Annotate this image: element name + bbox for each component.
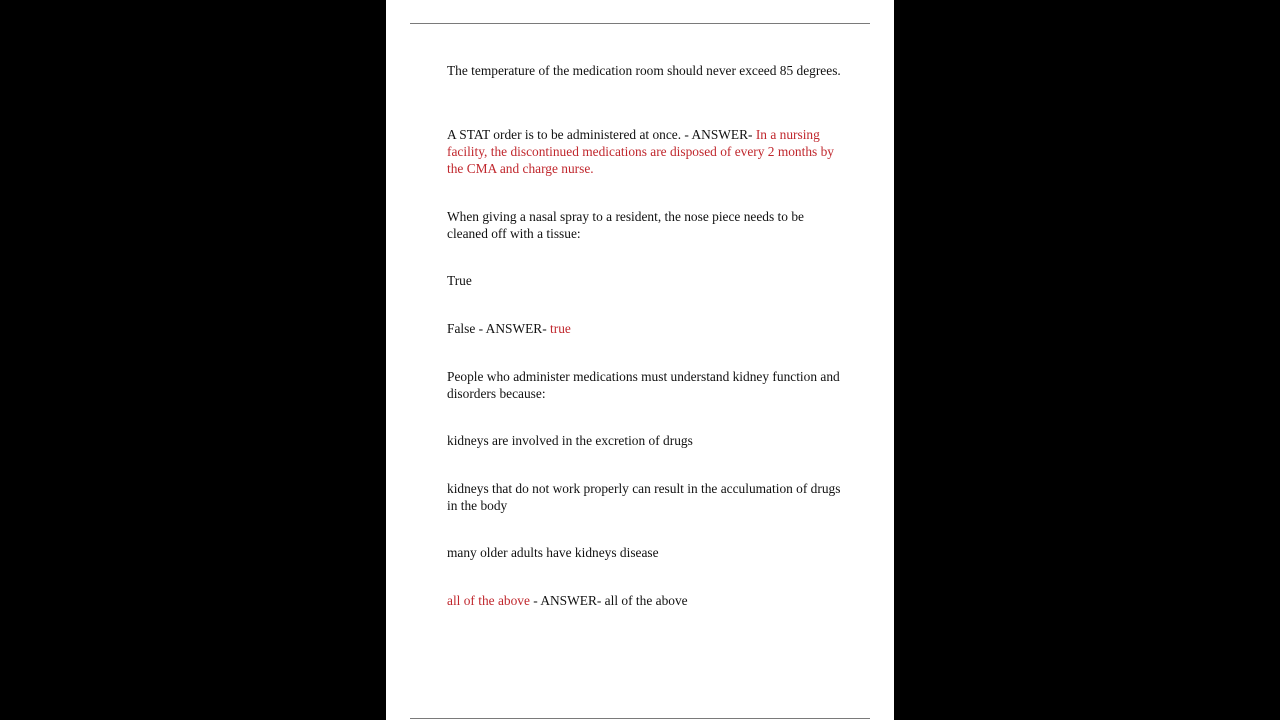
option-false-with-answer [447,320,847,337]
paragraph-stat-order [447,126,847,177]
paragraph-kidney-question [447,368,847,402]
answer-text: true [550,321,571,336]
option-text: many older adults have kidneys disease [447,545,659,560]
option-text: kidneys that do not work properly can result in the acculumation of drugs in the body [447,481,841,513]
paragraph-medication-room-temperature [447,62,847,79]
paragraph-nasal-spray-question [447,208,847,242]
footer-rule [410,718,870,719]
header-rule [410,23,870,24]
question-text: A STAT order is to be administered at once. - ANSWER- [447,127,756,142]
question-text: The temperature of the medication room should never exceed 85 degrees. [447,63,841,78]
option-all-of-the-above-with-answer [447,592,847,609]
option-text-highlighted: all of the above [447,593,530,608]
answer-text: In a nursing facility, the discontinued medications are disposed of every 2 months by the CMA and charge nurse. [447,127,834,176]
option-text: True [447,273,472,288]
document-page [386,0,894,720]
option-accumulation [447,480,847,514]
option-older-adults [447,544,847,561]
question-text: When giving a nasal spray to a resident, the nose piece needs to be cleaned off with a tissue: [447,209,804,241]
option-text: kidneys are involved in the excretion of drugs [447,433,693,448]
answer-text: - ANSWER- all of the above [529,593,688,608]
option-text: False - ANSWER- [447,321,551,336]
option-excretion [447,432,847,449]
question-text: People who administer medications must understand kidney function and disorders because: [447,369,840,401]
option-true [447,272,847,289]
